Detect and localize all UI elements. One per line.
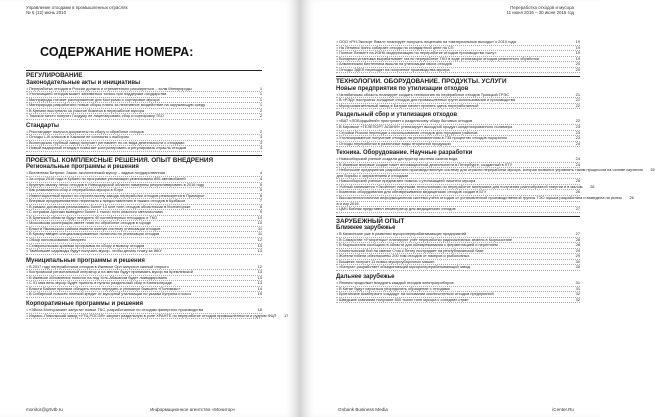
entry-title: • Власти Ямальского района вывели полную систему утилизации отходов xyxy=(26,225,161,231)
entry-page-number: 13 xyxy=(257,280,262,286)
entry-title: • Вологодская трубный завод получает регламент по их вида деятельности с отходами xyxy=(26,139,185,145)
entry-page-number: 19 xyxy=(575,50,580,56)
entry-page-number: 20 xyxy=(575,66,580,72)
entry-title: • Бишкеке получит 11 новых мусороуборочных машин xyxy=(336,258,435,264)
entry-title: • Вселенная Битрикс. Заказ: экологический мусор – задача государственная xyxy=(26,170,165,176)
section-subheading: Раздельный сбор и утилизация отходов xyxy=(336,112,458,119)
toc-entry[interactable] xyxy=(336,298,580,304)
entry-page-number: 2 xyxy=(259,128,262,134)
entry-title: • Отходы ЭДЕЛ переходят на получение производства мусора xyxy=(336,66,450,72)
entry-title: • Мусоросжигательный завод в Батуми начнет принять здесь переработанный xyxy=(336,102,479,108)
entry-title: • С островов Арктики выведено более 1 тысяч тонн опасного металлолома xyxy=(26,209,163,215)
entry-page-number: 2 xyxy=(259,113,262,119)
entry-title: • Челябинская область планирует создать технологию по переработке отходов Троицкой ГРЭС xyxy=(336,91,510,97)
toc-section xyxy=(336,76,580,109)
entry-page-number: 1 xyxy=(259,96,262,102)
entry-page-number: 17 xyxy=(283,312,289,318)
entry-title: • Алматинская биотехника вышла на утилизации своих отходов xyxy=(336,61,452,67)
entry-title: • Полное Латвинт на ИЭНК модернизацию по переработке отходов производства «шпу» xyxy=(336,50,497,56)
entry-title: • С 01 мая весь мусор будет принять в пункты раздельный сбор в Калининграде xyxy=(26,280,173,286)
entry-title: • Комплекс оборудования для обезвреживания медицинских отходов создан в БГУ xyxy=(336,189,487,195)
entry-title: • Британские Кимберзонт создадут на основании исключительно отходов предприятий xyxy=(336,291,494,297)
entry-page-number: 20 xyxy=(575,61,580,67)
footer-email[interactable]: monitor@grtvtb.ru xyxy=(26,407,63,412)
footer-publisher: Информационное агентство «Монитор» xyxy=(150,407,236,412)
section-heading: РЕГУЛИРОВАНИЕ xyxy=(26,70,262,80)
entry-page-number: 28 xyxy=(575,236,580,242)
entry-title: • За сорок 2016 года в Кубани по программе утилизации реализовано 855 автомобилей xyxy=(26,176,186,182)
entry-title: • Власти Байкал приняли обещать лично передать и упомянул бывшего «Полимикс» xyxy=(26,285,181,291)
header-line: Управление отходами в промышленных отраслях xyxy=(26,5,128,10)
section-subheading: Муниципальные программы и решения xyxy=(26,257,145,264)
header-line: 11 июня 2016 – 30 июня 2016 год xyxy=(506,10,574,15)
entry-title: • В Крыму введен специализированные полигоны по утилизации отходов xyxy=(26,231,160,237)
entry-page-number: 32 xyxy=(575,296,580,302)
entry-title: • В Сибирской новости пленкой кредит от мусорной утилизации по указам Куприна и коксо xyxy=(26,291,192,297)
entry-title: • Росстандарт получил документы по сбору и обработке отходов xyxy=(26,128,144,134)
entry-page-number: 27 xyxy=(575,231,580,237)
entry-title: • Хлопотынский бой на свинке Сток к Летну пострадает на республиканской базе xyxy=(336,247,484,253)
toc-entry[interactable] xyxy=(336,68,580,74)
entry-page-number: 15 xyxy=(257,291,262,297)
entry-page-number: 22 xyxy=(575,102,580,108)
entry-title: • ООО «РН-Экспорт Ямал» планирует получать лицензию на «материальные выходы» с 2019 года xyxy=(336,39,516,44)
entry-title: • Инвестиционный проект по строительству завода переработки отходов реализуется в Приморье xyxy=(26,192,205,198)
entry-title: • «Белуга» разработает объединяющий мусороперерабатывающий завод xyxy=(336,264,471,270)
entry-page-number: 3 xyxy=(259,134,262,140)
entry-page-number: 6 xyxy=(259,192,262,198)
entry-page-number: 30 xyxy=(575,264,580,270)
entry-title: • Отходы переработки в различные виды вторичной продукции xyxy=(336,140,451,146)
entry-page-number: 10 xyxy=(257,214,262,220)
entry-page-number: 24 xyxy=(575,140,580,146)
entry-page-number: 5 xyxy=(259,181,262,187)
entry-title: • В Ижевске обновление полигон на под Усть-Абаканом будет ликвидировано xyxy=(26,274,168,280)
entry-title: • Япония продолжит внедрять каждый отходов электроприборов xyxy=(336,279,454,285)
entry-title: • В Брянской области будут внедрять 40 контейнерных площадок и ТКО xyxy=(26,214,158,220)
entry-title: • Переработка отходов в России должна и стремительно расширяться – холм Минприроды xyxy=(26,85,192,91)
entry-title: • В Китае будут изучаться упорядочить обращение с отходами xyxy=(336,285,450,291)
entry-page-number: 21 xyxy=(575,91,580,97)
toc-entry[interactable] xyxy=(26,292,262,298)
entry-title: • В Ижевске впервые создан пакет инновационной деятельности в Петербурге, созданный в ЛТУ xyxy=(336,161,513,167)
entry-page-number: 13 xyxy=(257,248,262,254)
toc-entry[interactable] xyxy=(336,104,580,110)
entry-page-number: 27 xyxy=(575,206,580,212)
entry-page-number: 29 xyxy=(575,247,580,253)
entry-page-number: 4 xyxy=(259,176,262,182)
entry-page-number: 1 xyxy=(259,102,262,108)
toc-entry[interactable] xyxy=(336,142,580,148)
entry-page-number: 24 xyxy=(575,161,580,167)
entry-title: в и изу 2016 xyxy=(336,200,359,206)
section-subheading: Ближнее зарубежье xyxy=(336,225,396,232)
entry-page-number: 32 xyxy=(575,291,580,297)
entry-title: • Небольшие предприятия разработали производственную систему для отрасли переработки мусора, которая позволит управлять таким процессом на основе изучения xyxy=(336,167,643,173)
entry-page-number: 24 xyxy=(575,156,580,162)
entry-page-number: 30 xyxy=(575,258,580,264)
toc-section xyxy=(26,155,262,255)
entry-title: • В Кировске «ТЕЛЕПОРТ АЛАНИ» утилизирует выходной продукт конденсированного полимера xyxy=(336,123,513,129)
entry-page-number: 9 xyxy=(259,209,262,215)
entry-title: • Тамбовские садоводы будут получать мусор, чтобы делать плату за ЖКУ xyxy=(26,248,163,254)
page-title: СОДЕРЖАНИЕ НОМЕРА: xyxy=(40,45,194,59)
entry-page-number: 11 xyxy=(257,225,262,231)
section-heading: ЗАРУБЕЖНЫЙ ОПЫТ xyxy=(336,216,580,226)
entry-title: • Новособирский ученые предлагают помочь с утилизацией лишнего мусора xyxy=(336,178,476,184)
footer-publisher: Gnbank Business Media xyxy=(338,407,388,412)
section-subheading: Стандарты xyxy=(26,122,60,129)
entry-title: • В Казахстане уже в развитии мусороперерабатывающих предприятий xyxy=(336,231,467,237)
entry-page-number: 23 xyxy=(575,129,580,135)
toc-entry[interactable] xyxy=(336,207,580,213)
entry-title: • Утилизацией отходов может заниматься только при поддержке государства xyxy=(26,91,167,97)
section-subheading: Законодательные акты и инициативы xyxy=(26,79,141,86)
entry-title: • В «РЭД» построены холодные отходов для промышленных групп использования и производства xyxy=(336,97,515,103)
entry-page-number: 28 xyxy=(575,242,580,248)
entry-page-number: 3 xyxy=(259,139,262,145)
entry-page-number: 26 xyxy=(590,183,595,189)
entry-title: • Изумко–Поволжский завод «УТЦ РОСЭЛ» закупит раздельную в узле ХРАНТЕ по переработке отходов промышленности и рудном ФЦП xyxy=(26,312,277,318)
entry-title: • В рамках договоров реализовано более 13 млн тонн отходов областными в Мончегорске xyxy=(26,203,191,209)
footer-website[interactable]: iCenter.Ru xyxy=(552,407,574,412)
entry-title: • Утилизированное получение отходов на установленном в 735 процентах отходов порционно xyxy=(336,135,508,141)
entry-title: • Учёный занимается «Экойлом» научными технологиями по переработке материала для получения разнообразной энергии и в малом xyxy=(336,183,583,189)
entry-page-number: 19 xyxy=(575,44,580,50)
entry-page-number: 1 xyxy=(259,91,262,97)
entry-page-number: 3 xyxy=(259,145,262,151)
section-heading: ТЕХНОЛОГИИ. ОБОРУДОВАНИЕ. ПРОДУКТЫ. УСЛУГИ xyxy=(336,76,580,86)
entry-page-number: 25 xyxy=(650,167,655,173)
entry-page-number: 4 xyxy=(259,170,262,176)
entry-page-number: 11 xyxy=(257,231,262,237)
entry-page-number: 23 xyxy=(575,135,580,141)
toc-section xyxy=(336,274,580,303)
toc-section xyxy=(336,216,580,271)
entry-title: • В Самарстве «Утиоренцы» планируют учёт переработки радиоактивных земель в Кыргызстане xyxy=(336,236,513,242)
entry-title: • Стройки России переходят к использованию отходов для городских районов xyxy=(336,129,478,135)
entry-title: • В Кремле выступили за участие бизнеса в переработке мусора xyxy=(26,107,145,113)
section-subheading: Корпоративные программы и решения xyxy=(26,300,143,307)
entry-page-number: 13 xyxy=(257,269,262,275)
toc-section xyxy=(26,70,262,120)
entry-title: • Новый надзорный стандарт помогает контролировать и регулировать отрасль отходов xyxy=(26,145,187,151)
toc-section xyxy=(26,300,289,319)
right-page xyxy=(300,0,655,417)
section-subheading: Дальнее зарубежье xyxy=(336,273,395,280)
entry-title: • Бинарная установка вырабатывает газ по переработке ТКО в ходе утилизации отходов ремонтного обработки xyxy=(336,55,539,61)
entry-page-number: 31 xyxy=(575,285,580,291)
entry-page-number: 26 xyxy=(575,189,580,195)
header-line: Переработка отходов и мусора xyxy=(510,5,574,10)
entry-page-number: 7 xyxy=(259,198,262,204)
toc-entry[interactable] xyxy=(26,146,262,152)
entry-page-number: 19 xyxy=(575,39,580,44)
entry-page-number: 5 xyxy=(259,187,262,193)
entry-title: • Как развивается сбор и переработка мусора в Югре xyxy=(26,187,124,193)
toc-section xyxy=(336,150,655,212)
entry-page-number: 10 xyxy=(257,220,262,226)
entry-title: • «Эйсла Мончузикия» запустит новые ТБС, разработанные по отходам фанерного производства xyxy=(26,306,204,312)
toc-entry[interactable] xyxy=(26,312,289,320)
entry-page-number: 19 xyxy=(575,55,580,61)
entry-page-number: 2 xyxy=(259,107,262,113)
section-subheading: Новые предприятия по утилизации отходов xyxy=(336,85,469,92)
toc-section xyxy=(336,40,580,73)
table-of-contents xyxy=(336,39,655,306)
entry-title: • Минприроды готовит распоряжение для Костромы о сортировке мусора xyxy=(26,96,160,102)
section-heading: ПРОЕКТЫ. КОМПЛЕКСНЫЕ РЕШЕНИЯ. ОПЫТ ВНЕДРЕНИЯ xyxy=(26,155,262,165)
table-of-contents xyxy=(26,70,289,322)
entry-title: • В Кыргызстане сообщили в области для обезвреживания с ферментацией и перегноем xyxy=(336,242,498,248)
running-header xyxy=(26,5,128,15)
entry-title: • Новособирский ученые создали деструктор система сжатия вода xyxy=(336,156,458,162)
entry-page-number: 31 xyxy=(575,279,580,285)
entry-page-number: 12 xyxy=(257,263,262,269)
toc-entry[interactable] xyxy=(336,265,580,271)
entry-title: • Обзор использования батареек xyxy=(26,237,86,243)
toc-section xyxy=(336,112,580,147)
entry-page-number: 22 xyxy=(575,118,580,124)
entry-page-number: 8 xyxy=(259,203,262,209)
entry-page-number: 14 xyxy=(257,285,262,291)
entry-page-number: 26 xyxy=(629,194,634,200)
entry-page-number: 23 xyxy=(575,123,580,129)
toc-section xyxy=(26,123,262,152)
entry-title: • Минприроды разработало новые сборы платы за негативное воздействие на окружающую среду xyxy=(26,102,206,108)
header-line: № 6 (12) июнь 2010 xyxy=(26,10,67,15)
entry-title: • Жители гибели обеспокоены 200 тим отходов от пакеров и рыболовных xyxy=(336,253,470,259)
entry-title: для борьбы с загрязнением и отходами xyxy=(336,172,409,178)
entry-page-number: 29 xyxy=(575,253,580,259)
section-subheading: Региональные программы и решения xyxy=(26,164,139,171)
entry-page-number: 12 xyxy=(257,237,262,243)
toc-section xyxy=(26,258,262,298)
entry-title: • На Ленинкс Кингк собирает отходы по стандартной цене на СП xyxy=(336,44,454,50)
entry-page-number: 21 xyxy=(575,97,580,103)
entry-title: • Московская кооперация имеет план по обработке отходов в городе xyxy=(26,220,152,226)
entry-title: • Высокотехнологичная информационная система учёта отходов от установленной производственной группы ТЭО горшка разработана и выведена на рынок xyxy=(336,194,622,200)
running-header xyxy=(507,5,574,15)
entry-title: • Томское место получит Госдуму не лицензировать сбор и сортировку ТБО xyxy=(26,113,164,119)
entry-title: • ЦМЧ Бийнак представил инсинератор для медицинских отходов xyxy=(336,206,456,212)
toc-entry[interactable] xyxy=(26,249,262,255)
entry-title: • «ВАТ «ЛОБордыйний» приступает к раздельному сбору бытовых отходов xyxy=(336,118,473,124)
entry-page-number: 1 xyxy=(259,85,262,91)
entry-title: • Отходы I–III классов в Хакасии не согласны с выбором xyxy=(26,134,129,140)
section-subheading: Техника. Оборудование. Научные разработки xyxy=(336,150,473,157)
left-page xyxy=(0,0,300,417)
entry-page-number: 16 xyxy=(257,306,262,312)
entry-title: • Ставропольская краевая программа по сбору и вывозу отходов xyxy=(26,242,145,248)
entry-title: • Впервые предприниматели переехали к предоставлению в тяжких отходов в Кузбассе xyxy=(26,198,186,204)
entry-title: • Костромской региональный оператор и на местах будут принимать мусор на Кремлевской xyxy=(26,269,193,275)
entry-title: • Крупную свалку легко отходов в Новоодарской области намерены рекультивировать в 2016 году xyxy=(26,181,205,187)
entry-title: • В 2017 году переработчики отходов в Ижевске Орл запустил санный открыто xyxy=(26,263,169,269)
toc-entry[interactable] xyxy=(26,114,262,120)
entry-title: • Шведские компании получают 800 тысяч тонн мусора с соседних стран xyxy=(336,296,469,302)
entry-page-number: 25 xyxy=(575,178,580,184)
entry-page-number: 13 xyxy=(257,274,262,280)
entry-page-number: 13 xyxy=(257,242,262,248)
